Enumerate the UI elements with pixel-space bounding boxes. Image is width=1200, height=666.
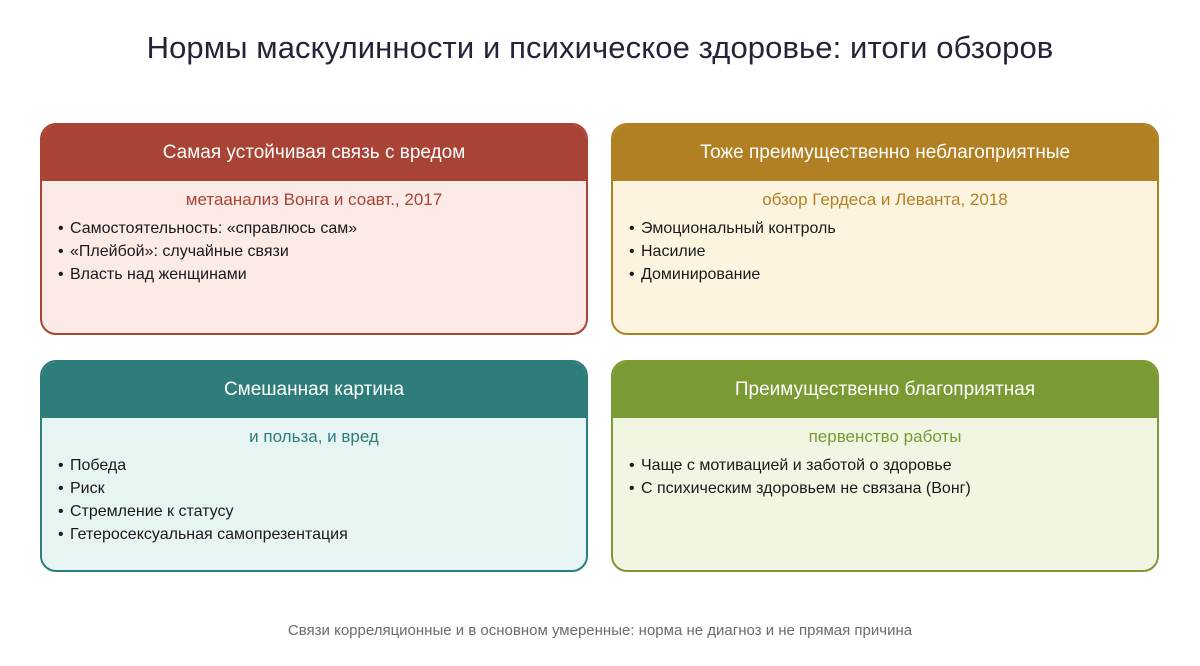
card-list bbox=[42, 454, 586, 546]
bullet-icon: • bbox=[629, 457, 635, 474]
card-source: метаанализ Вонга и соавт., 2017 bbox=[185, 190, 443, 209]
card-list bbox=[42, 217, 586, 286]
bullet-icon: • bbox=[58, 480, 64, 497]
bullet-icon: • bbox=[58, 526, 64, 543]
card-source: первенство работы bbox=[808, 427, 962, 446]
bullet-icon: • bbox=[58, 220, 64, 237]
bullet-icon: • bbox=[58, 243, 64, 260]
card-heading: Тоже преимущественно неблагоприятные bbox=[613, 125, 1157, 181]
list-item: • «Плейбой»: случайные связи bbox=[58, 240, 586, 263]
list-item: • Насилие bbox=[629, 240, 1157, 263]
list-item: • Эмоциональный контроль bbox=[629, 217, 1157, 240]
list-item: • Доминирование bbox=[629, 263, 1157, 286]
list-item: • Самостоятельность: «справлюсь сам» bbox=[58, 217, 586, 240]
card-also-unfavorable bbox=[611, 123, 1159, 335]
bullet-icon: • bbox=[58, 266, 64, 283]
bullet-icon: • bbox=[629, 480, 635, 497]
list-item: • Гетеросексуальная самопрезентация bbox=[58, 523, 586, 546]
bullet-icon: • bbox=[629, 220, 635, 237]
list-item: • Победа bbox=[58, 454, 586, 477]
list-item: • Стремление к статусу bbox=[58, 500, 586, 523]
bullet-icon: • bbox=[629, 266, 635, 283]
list-item: • Риск bbox=[58, 477, 586, 500]
card-list bbox=[613, 454, 1157, 500]
card-list bbox=[613, 217, 1157, 286]
page-title: Нормы маскулинности и психическое здоровье: итоги обзоров bbox=[146, 30, 1054, 65]
card-heading: Самая устойчивая связь с вредом bbox=[42, 125, 586, 181]
card-mostly-favorable bbox=[611, 360, 1159, 572]
card-heading: Преимущественно благоприятная bbox=[613, 362, 1157, 418]
card-strongest-harm bbox=[40, 123, 588, 335]
card-heading: Смешанная картина bbox=[42, 362, 586, 418]
list-item: • С психическим здоровьем не связана (Вонг) bbox=[629, 477, 1157, 500]
bullet-icon: • bbox=[58, 503, 64, 520]
list-item: • Чаще с мотивацией и заботой о здоровье bbox=[629, 454, 1157, 477]
list-item: • Власть над женщинами bbox=[58, 263, 586, 286]
bullet-icon: • bbox=[629, 243, 635, 260]
card-source: и польза, и вред bbox=[249, 427, 379, 446]
card-mixed-picture bbox=[40, 360, 588, 572]
bullet-icon: • bbox=[58, 457, 64, 474]
card-source: обзор Гердеса и Леванта, 2018 bbox=[762, 190, 1008, 209]
footnote: Связи корреляционные и в основном умеренные: норма не диагноз и не прямая причина bbox=[287, 622, 913, 639]
